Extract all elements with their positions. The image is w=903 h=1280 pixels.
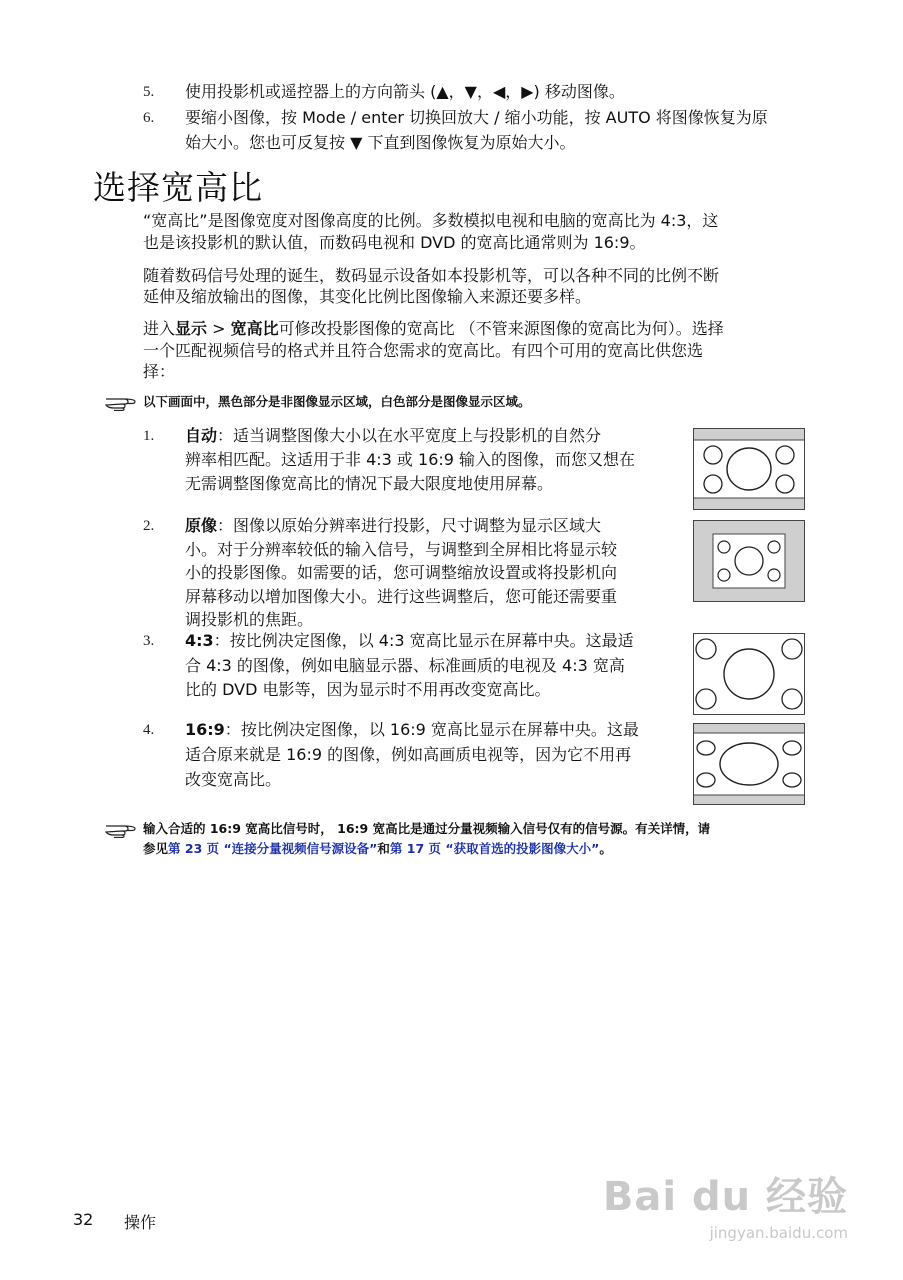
item-2-text: 图像以原始分辨率进行投影，尺寸调整为显示区域大 xyxy=(233,516,602,535)
note-2-end: 。 xyxy=(599,841,612,856)
item-1-line1 xyxy=(185,426,601,446)
page-17-link[interactable]: 第 17 页 “获取首选的投影图像大小” xyxy=(389,841,600,856)
item-1-line2: 辨率相匹配。这适用于非 4:3 或 16:9 输入的图像，而您又想在 xyxy=(185,450,636,469)
4-3-aspect-diagram xyxy=(693,633,805,715)
note-2-mid: 和 xyxy=(377,841,390,856)
real-aspect-diagram xyxy=(693,520,805,602)
item-2-line1 xyxy=(185,516,601,536)
item-1-line3: 无需调整图像宽高比的情况下最大限度地使用屏幕。 xyxy=(185,474,554,493)
item-4-label: 16:9 xyxy=(185,720,225,739)
note-1: 以下画面中，黑色部分是非图像显示区域，白色部分是图像显示区域。 xyxy=(143,394,531,409)
para3-rest: 可修改投影图像的宽高比 （不管来源图像的宽高比为何）。选择 xyxy=(278,319,724,338)
footer-section: 操作 xyxy=(124,1213,157,1232)
para3-line1 xyxy=(143,319,724,339)
step-6-text-line2: 始大小。您也可反复按 ▼ 下直到图像恢复为原始大小。 xyxy=(185,133,576,152)
para1-line1: “宽高比”是图像宽度对图像高度的比例。多数模拟电视和电脑的宽高比为 4:3，这 xyxy=(143,211,719,230)
item-4-number: 4. xyxy=(143,722,155,738)
item-4-colon: ： xyxy=(224,720,241,739)
item-1-label: 自动 xyxy=(185,426,218,445)
item-2-colon: ： xyxy=(217,516,234,535)
item-3-line1 xyxy=(185,631,634,651)
page-23-link[interactable]: 第 23 页 “连接分量视频信号源设备” xyxy=(168,841,378,856)
item-2-line5: 调投影机的焦距。 xyxy=(185,610,314,629)
para1-line2: 也是该投影机的默认值，而数码电视和 DVD 的宽高比通常则为 16:9。 xyxy=(143,233,646,252)
item-2-number: 2. xyxy=(143,518,155,534)
item-1-text: 适当调整图像大小以在水平宽度上与投影机的自然分 xyxy=(233,426,602,445)
step-6-number: 6. xyxy=(143,110,155,126)
item-3-line2: 合 4:3 的图像，例如电脑显示器、标准画质的电视及 4:3 宽高 xyxy=(185,656,625,675)
item-1-colon: ： xyxy=(217,426,234,445)
section-title: 选择宽高比 xyxy=(93,168,263,207)
note-2-line2 xyxy=(143,840,612,858)
step-6-text-line1: 要缩小图像，按 Mode / enter 切换回放大 / 缩小功能，按 AUTO 将图像恢复为原 xyxy=(185,108,768,127)
auto-aspect-diagram xyxy=(693,428,805,510)
item-2-line3: 小的投影图像。如需要的话，您可调整缩放设置或将投影机向 xyxy=(185,563,618,582)
para3-line2: 一个匹配视频信号的格式并且符合您需求的宽高比。有四个可用的宽高比供您选 xyxy=(143,341,704,360)
16-9-aspect-diagram xyxy=(693,723,805,805)
item-4-line1 xyxy=(185,720,639,740)
item-4-text: 按比例决定图像，以 16:9 宽高比显示在屏幕中央。这最 xyxy=(240,720,639,739)
menu-separator: > xyxy=(207,319,231,338)
item-3-number: 3. xyxy=(143,633,155,649)
para2-line2: 延伸及缩放输出的图像，其变化比例比图像输入来源还要多样。 xyxy=(143,287,592,306)
watermark-brand: Bai du 经验 xyxy=(602,1174,848,1220)
para3-line3: 择： xyxy=(143,362,176,381)
item-2-label: 原像 xyxy=(185,516,218,535)
item-3-label: 4:3 xyxy=(185,631,214,650)
item-4-line3: 改变宽高比。 xyxy=(185,770,282,789)
item-2-line4: 屏幕移动以增加图像大小。进行这些调整后，您可能还需要重 xyxy=(185,587,618,606)
note-2-prefix: 参见 xyxy=(143,841,169,856)
step-5-number: 5. xyxy=(143,84,155,100)
para2-line1: 随着数码信号处理的诞生，数码显示设备如本投影机等，可以各种不同的比例不断 xyxy=(143,266,720,285)
item-2-line2: 小。对于分辨率较低的输入信号，与调整到全屏相比将显示较 xyxy=(185,540,618,559)
menu-display: 显示 xyxy=(175,319,208,338)
item-3-text: 按比例决定图像，以 4:3 宽高比显示在屏幕中央。这最适 xyxy=(229,631,634,650)
pointing-hand-icon xyxy=(104,820,138,838)
menu-aspect-ratio: 宽高比 xyxy=(230,319,279,338)
item-1-number: 1. xyxy=(143,428,155,444)
item-3-line3: 比的 DVD 电影等，因为显示时不用再改变宽高比。 xyxy=(185,680,551,699)
pointing-hand-icon xyxy=(104,393,138,411)
watermark-url: jingyan.baidu.com xyxy=(709,1224,848,1242)
page-number: 32 xyxy=(73,1210,94,1229)
note-2-line1: 输入合适的 16:9 宽高比信号时， 16:9 宽高比是通过分量视频输入信号仅有的信号源。有关详情，请 xyxy=(143,821,711,836)
item-4-line2: 适合原来就是 16:9 的图像，例如高画质电视等，因为它不用再 xyxy=(185,745,632,764)
step-5-text: 使用投影机或遥控器上的方向箭头 (▲，▼，◀，▶) 移动图像。 xyxy=(185,82,625,101)
item-3-colon: ： xyxy=(213,631,230,650)
baidu-watermark xyxy=(603,1165,848,1242)
para3-prefix: 进入 xyxy=(143,319,176,338)
